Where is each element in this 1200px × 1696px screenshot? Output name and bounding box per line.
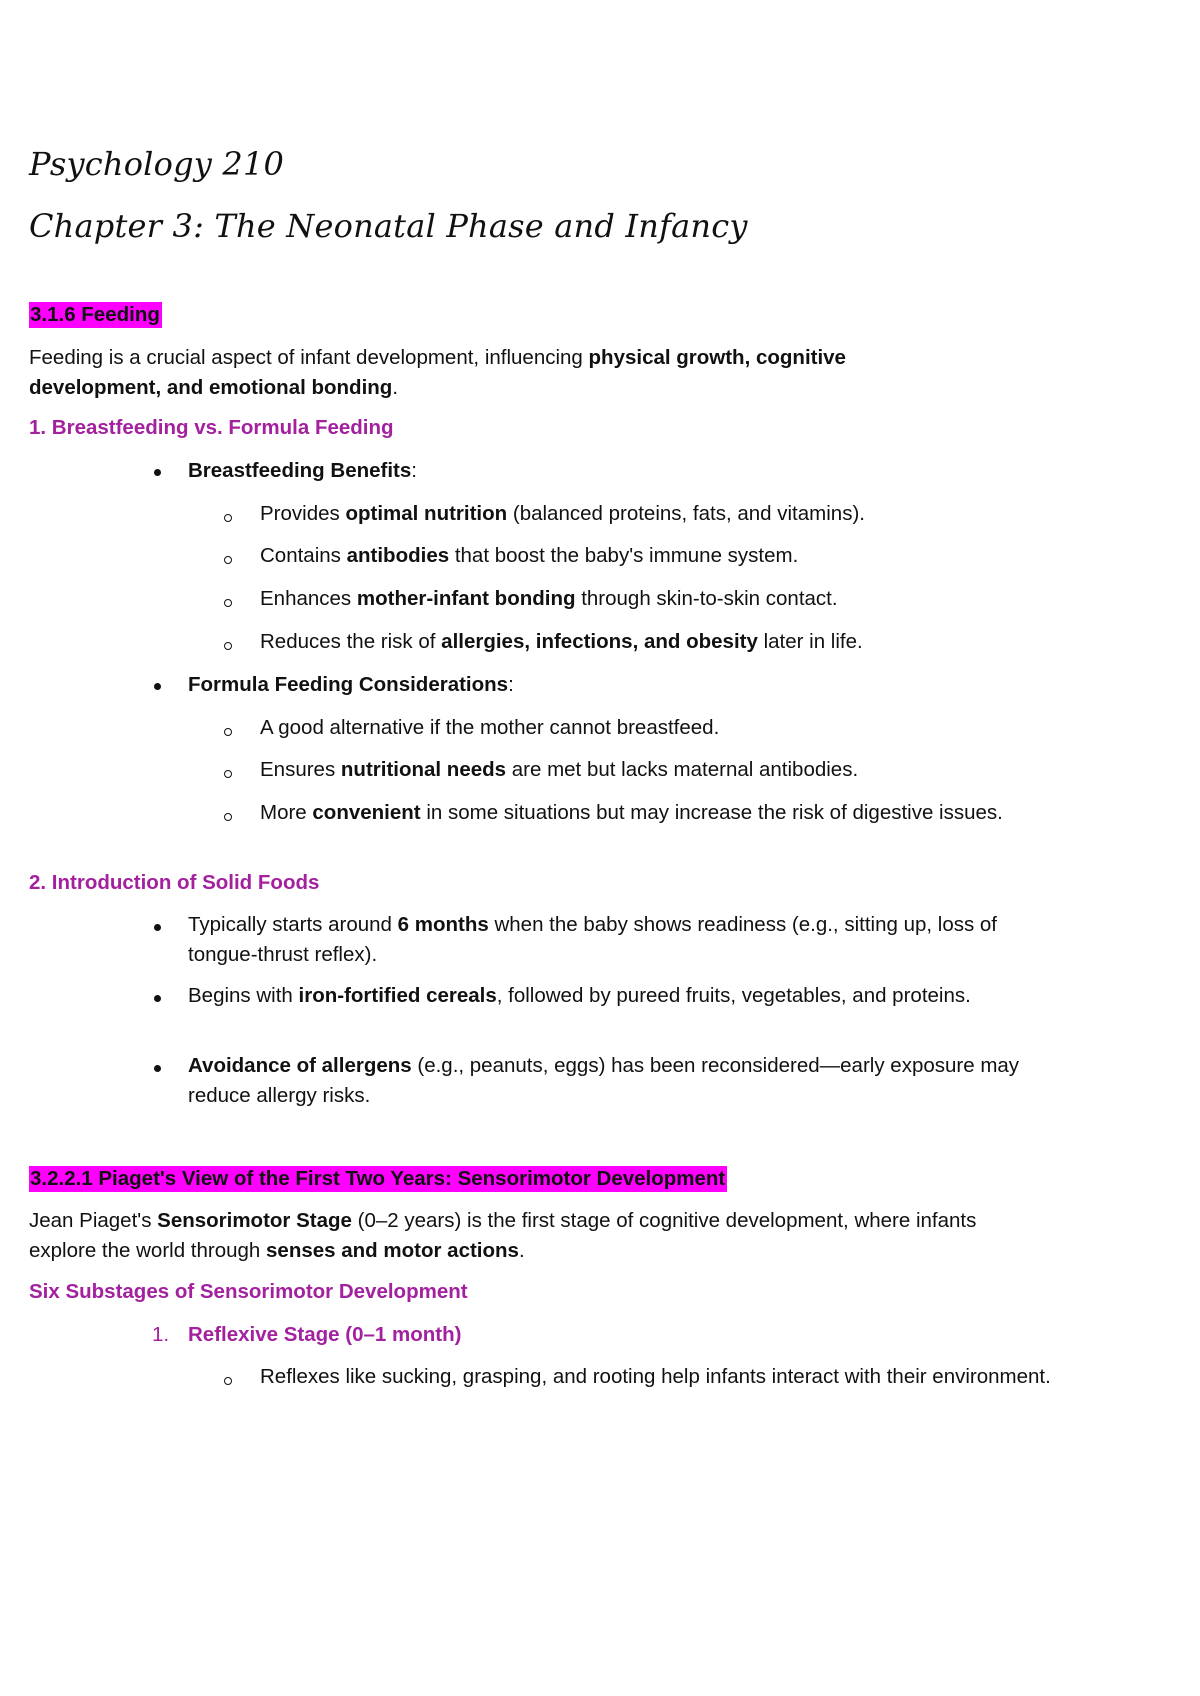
course-title: Psychology 210 <box>29 145 285 183</box>
list-item: Enhances mother-infant bonding through skin-to-skin contact. <box>260 587 838 610</box>
stage-reflexive-label: Reflexive Stage (0–1 month) <box>188 1323 462 1346</box>
list-item: Begins with iron-fortified cereals, followed by pureed fruits, vegetables, and proteins. <box>188 984 971 1007</box>
bullet-circle <box>224 770 232 778</box>
piaget-intro: Jean Piaget's Sensorimotor Stage (0–2 years) is the first stage of cognitive development, where infants explore the world through senses and motor actions. <box>29 1209 977 1262</box>
bullet-dot <box>154 683 161 690</box>
bullet-dot <box>154 469 161 476</box>
chapter-title: Chapter 3: The Neonatal Phase and Infancy <box>29 207 748 245</box>
subheading-breast-vs-formula: 1. Breastfeeding vs. Formula Feeding <box>29 416 394 439</box>
list-item: A good alternative if the mother cannot breastfeed. <box>260 716 720 739</box>
bullet-circle <box>224 642 232 650</box>
subheading-solid-foods: 2. Introduction of Solid Foods <box>29 871 320 894</box>
bullet-circle <box>224 813 232 821</box>
list-item: More convenient in some situations but may increase the risk of digestive issues. <box>260 801 1003 824</box>
bullet-circle <box>224 1377 232 1385</box>
subheading-six-substages: Six Substages of Sensorimotor Development <box>29 1280 468 1303</box>
list-item: Typically starts around 6 months when the baby shows readiness (e.g., sitting up, loss of tongue-thrust reflex). <box>188 913 998 966</box>
section-heading-piaget: 3.2.2.1 Piaget's View of the First Two Years: Sensorimotor Development <box>30 1167 726 1190</box>
bullet-circle <box>224 514 232 522</box>
bullet-circle <box>224 728 232 736</box>
bullet-dot <box>154 924 161 931</box>
stage-number: 1. <box>152 1323 170 1346</box>
list-item: Provides optimal nutrition (balanced proteins, fats, and vitamins). <box>260 502 865 525</box>
bullet-circle <box>224 599 232 607</box>
feeding-intro: Feeding is a crucial aspect of infant development, influencing physical growth, cognitive development, and emotional bonding. <box>29 346 846 399</box>
section-heading-feeding: 3.1.6 Feeding <box>30 303 160 326</box>
list-item: Reduces the risk of allergies, infections, and obesity later in life. <box>260 630 863 653</box>
bullet-circle <box>224 556 232 564</box>
bullet-dot <box>154 995 161 1002</box>
list-item: Contains antibodies that boost the baby's immune system. <box>260 544 799 567</box>
list-item: Reflexes like sucking, grasping, and rooting help infants interact with their environment. <box>260 1365 1051 1388</box>
breastfeeding-benefits-label: Breastfeeding Benefits: <box>188 459 417 482</box>
list-item: Ensures nutritional needs are met but lacks maternal antibodies. <box>260 758 859 781</box>
list-item: Avoidance of allergens (e.g., peanuts, eggs) has been reconsidered—early exposure may reduce allergy risks. <box>188 1054 1020 1107</box>
bullet-dot <box>154 1065 161 1072</box>
formula-considerations-label: Formula Feeding Considerations: <box>188 673 514 696</box>
